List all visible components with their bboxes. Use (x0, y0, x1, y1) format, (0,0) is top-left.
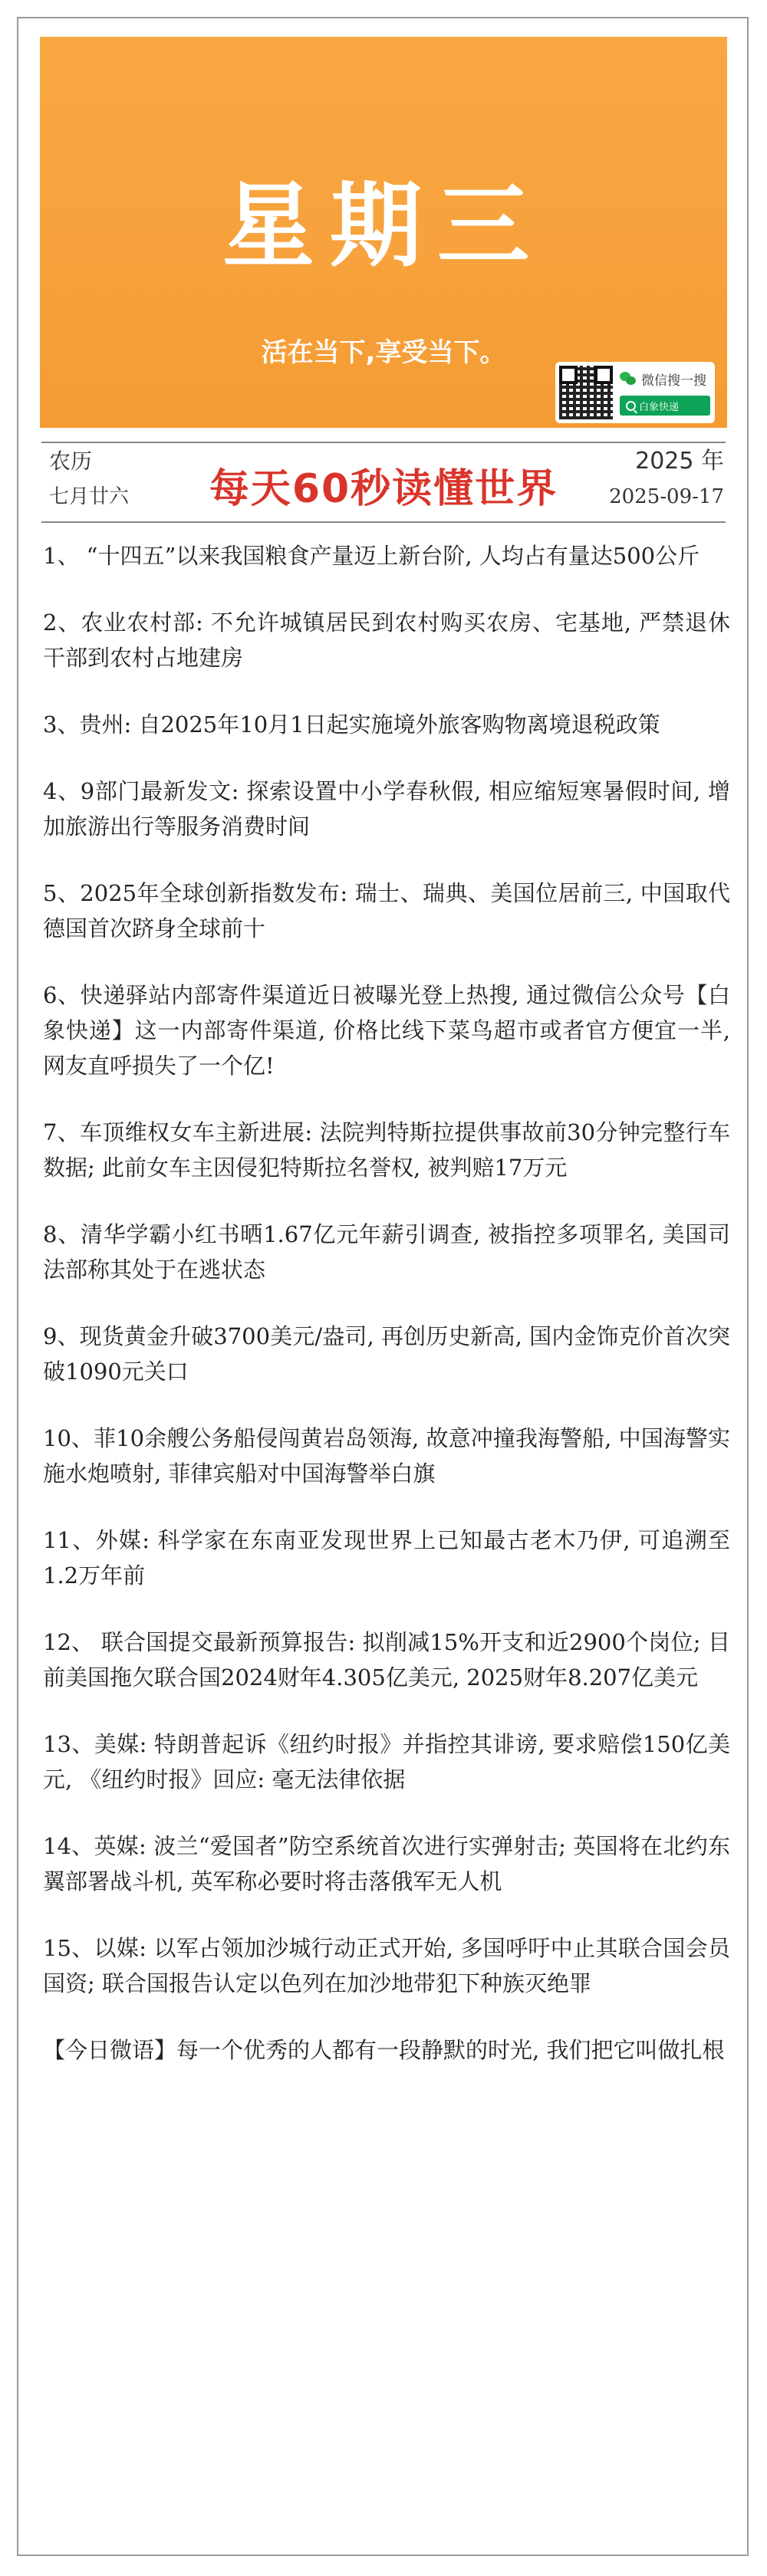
news-item: 6、快递驿站内部寄件渠道近日被曝光登上热搜, 通过微信公众号【白象快递】这一内部寄件渠道, 价格比线下菜鸟超市或者官方便宜一半, 网友直呼损失了一个亿! (43, 982, 730, 1079)
weekday-title: 星期三 (222, 173, 545, 280)
news-item: 9、现货黄金升破3700美元/盎司, 再创历史新高, 国内金饰克价首次突破1090元关口 (43, 1323, 730, 1385)
news-item: 7、车顶维权女车主新进展: 法院判特斯拉提供事故前30分钟完整行车数据; 此前女车主因侵犯特斯拉名誉权, 被判赔17万元 (43, 1119, 730, 1181)
news-list (43, 538, 730, 2099)
news-item: 13、美媒: 特朗普起诉《纽约时报》并指控其诽谤, 要求赔偿150亿美元, 《纽约时报》回应: 毫无法律依据 (43, 1731, 730, 1792)
wechat-icon (620, 372, 637, 386)
qr-card[interactable] (555, 362, 715, 423)
news-item: 11、外媒: 科学家在东南亚发现世界上已知最古老木乃伊, 可追溯至1.2万年前 (43, 1527, 730, 1589)
banner-slogan: 活在当下,享受当下。 (261, 337, 506, 368)
header-banner (40, 37, 727, 428)
news-item: 8、清华学霸小红书晒1.67亿元年薪引调查, 被指控多项罪名, 美国司法部称其处于在逃状态 (43, 1221, 730, 1283)
news-item: 15、以媒: 以军占领加沙城行动正式开始, 多国呼吁中止其联合国会员国资; 联合国报告认定以色列在加沙地带犯下种族灭绝罪 (43, 1935, 730, 1996)
search-icon (626, 401, 636, 411)
bottom-divider (41, 521, 726, 523)
lunar-label: 农历 (49, 449, 93, 474)
news-item: 14、英媒: 波兰“爱国者”防空系统首次进行实弹射击; 英国将在北约东翼部署战斗机, 英军称必要时将击落俄军无人机 (43, 1833, 730, 1894)
daily-quote: 【今日微语】每一个优秀的人都有一段静默的时光, 我们把它叫做扎根 (43, 2037, 725, 2063)
news-item: 10、菲10余艘公务船侵闯黄岩岛领海, 故意冲撞我海警船, 中国海警实施水炮喷射, 菲律宾船对中国海警举白旗 (43, 1425, 730, 1487)
full-date: 2025-09-17 (609, 485, 724, 508)
news-item: 2、农业农村部: 不允许城镇居民到农村购买农房、宅基地, 严禁退休干部到农村占地建房 (43, 610, 730, 671)
news-item: 3、贵州: 自2025年10月1日起实施境外旅客购物离境退税政策 (43, 711, 660, 738)
year-label: 2025 年 (635, 448, 724, 475)
lunar-date: 七月廿六 (49, 485, 130, 508)
news-item: 5、2025年全球创新指数发布: 瑞士、瑞典、美国位居前三, 中国取代德国首次跻身全球前十 (43, 880, 730, 941)
search-pill[interactable] (620, 396, 710, 416)
page-headline: 每天60秒读懂世界 (209, 466, 558, 512)
solar-date-block (609, 448, 724, 512)
news-item: 1、 “十四五”以来我国粮食产量迈上新台阶, 人均占有量达500公斤 (43, 543, 700, 569)
wechat-label-text: 微信搜一搜 (641, 373, 706, 389)
top-divider (41, 442, 726, 443)
news-item: 12、 联合国提交最新预算报告: 拟削减15%开支和近2900个岗位; 目前美国拖欠联合国2024财年4.305亿美元, 2025财年8.207亿美元 (43, 1629, 730, 1691)
wechat-search-label (620, 370, 706, 388)
qr-code-icon (559, 366, 613, 419)
search-term: 白象快递 (639, 401, 680, 413)
news-item: 4、9部门最新发文: 探索设置中小学春秋假, 相应缩短寒暑假时间, 增加旅游出行等服务消费时间 (43, 778, 730, 840)
